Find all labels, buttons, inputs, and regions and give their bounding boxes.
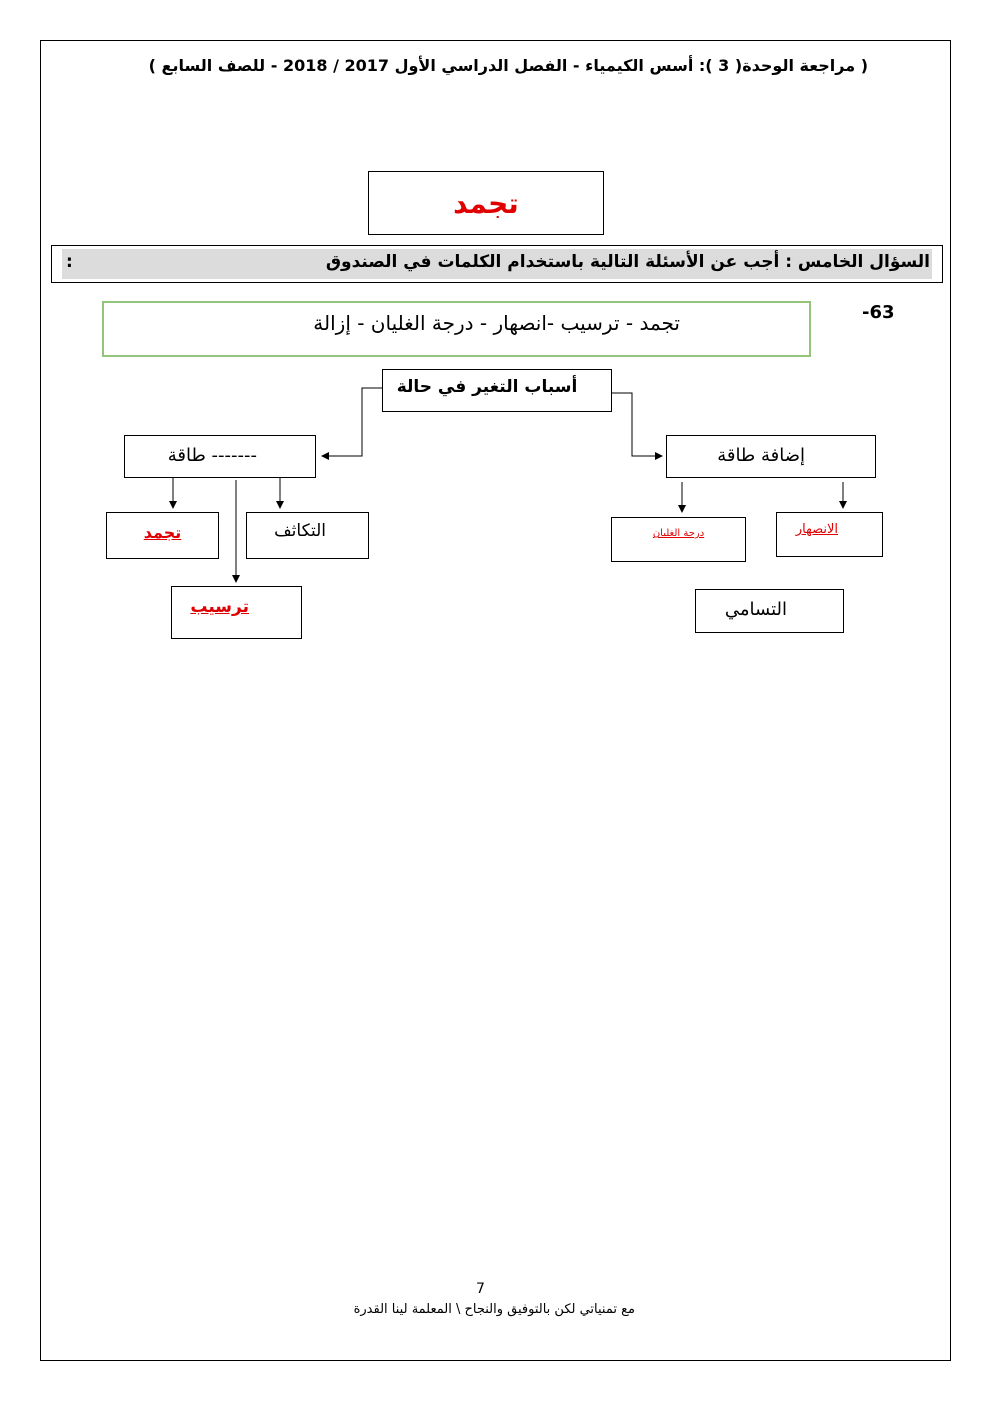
deposition-node xyxy=(171,586,302,639)
left-branch-node xyxy=(124,435,316,478)
connector-root-right xyxy=(612,393,662,456)
right-branch-node xyxy=(666,435,876,478)
sublimation-node xyxy=(695,589,844,633)
question-number: -63 xyxy=(862,302,895,323)
question-colon: : xyxy=(66,252,73,272)
melting-node xyxy=(776,512,883,557)
boiling-point-answer: درجة الغليان xyxy=(652,528,705,539)
deposition-answer: ترسيب xyxy=(190,597,249,617)
root-node xyxy=(382,369,612,412)
title-text: تجمد xyxy=(453,186,519,220)
boiling-point-node xyxy=(611,517,746,562)
question-label: السؤال الخامس : أجب عن الأسئلة التالية باستخدام الكلمات في الصندوق xyxy=(325,252,930,272)
condensation-node xyxy=(246,512,369,559)
sublimation-label: التسامي xyxy=(724,599,787,620)
header-title: ( مراجعة الوحدة( 3 ): أسس الكيمياء - الفصل الدراسي الأول 2017 / 2018 - للصف السابع ) xyxy=(148,56,868,75)
connector-root-left xyxy=(322,388,382,456)
footer-message: مع تمنياتي لكن بالتوفيق والنجاح \ المعلمة لينا القدرة xyxy=(353,1302,635,1317)
freezing-answer: تجمد xyxy=(143,523,182,542)
right-branch-label: إضافة طاقة xyxy=(717,445,805,466)
freezing-node xyxy=(106,512,219,559)
melting-answer: الانصهار xyxy=(795,522,838,537)
left-branch-label: ------- طاقة xyxy=(167,445,257,466)
root-node-label: أسباب التغير في حالة xyxy=(396,377,578,397)
word-bank-text: تجمد - ترسيب -انصهار - درجة الغليان - إزالة xyxy=(313,311,680,335)
condensation-label: التكاثف xyxy=(274,521,326,541)
page-number: 7 xyxy=(476,1281,485,1297)
